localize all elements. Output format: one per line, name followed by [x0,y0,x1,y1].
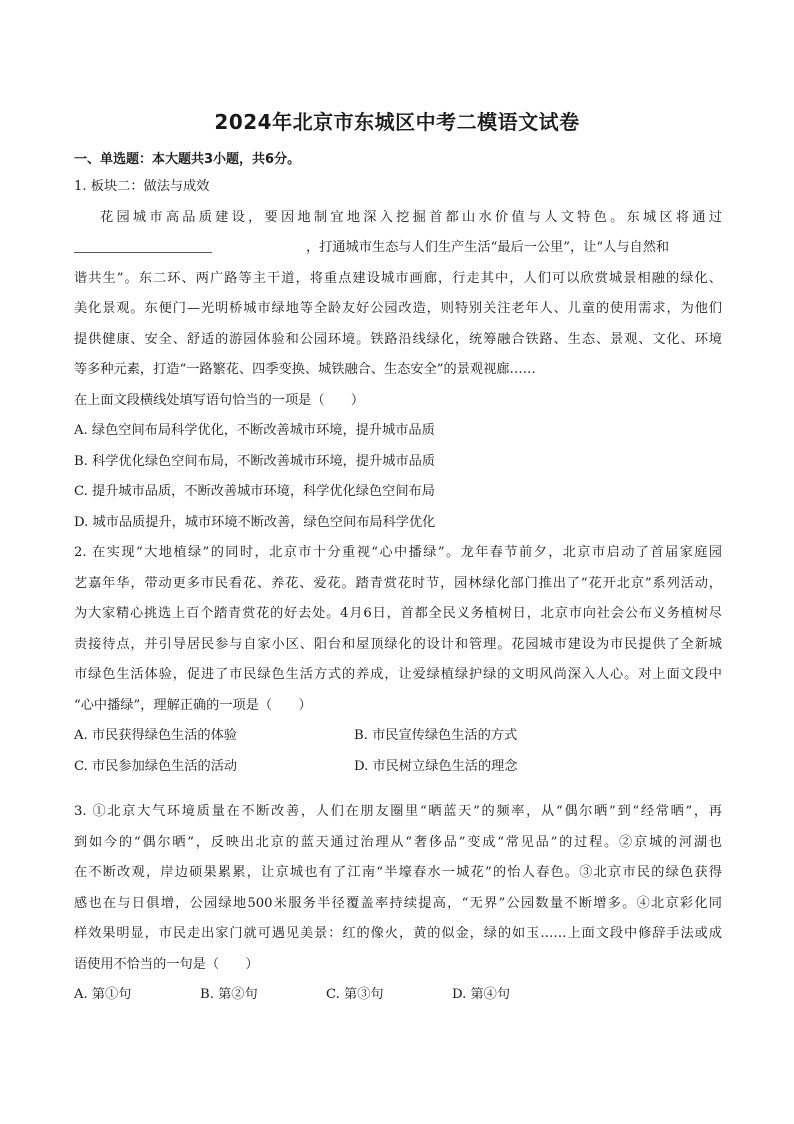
q2-option-b: B. 市民宣传绿色生活的方式 [354,728,518,743]
q3-question: 语使用不恰当的一句是（ ） [74,956,259,972]
q3-passage-line: 在不断改观，岸边硕果累累，让京城也有了江南“半壕春水一城花”的怡人春色。③北京市民的绿色获得 [74,865,722,880]
q2-passage-line: 2. 在实现“大地植绿”的同时，北京市十分重视“心中播绿”。龙年春节前夕，北京市启动了首届家庭园 [74,545,722,560]
q2-passage-line: 为大家精心挑选上百个踏青赏花的好去处。4月6日，首都全民义务植树日，北京市向社会公布义务植树尽 [74,606,722,621]
q2-option-a: A. 市民获得绿色生活的体验 [74,728,237,743]
q2-passage-line: 艺嘉年华，带动更多市民看花、养花、爱花。踏青赏花时节，园林绿化部门推出了“花开北京”系列活动， [74,575,722,591]
q2-option-d: D. 市民树立绿色生活的理念 [354,758,518,774]
question-2 [74,538,722,782]
q1-option-d: D. 城市品质提升，城市环境不断改善，绿色空间布局科学优化 [74,514,436,530]
q3-option-b: B. 第②句 [200,987,258,1002]
q1-option-b: B. 科学优化绿色空间布局，不断改善城市环境，提升城市品质 [74,453,435,469]
section-heading: 一、单选题：本大题共3小题，共6分。 [74,152,301,167]
q2-option-c: C. 市民参加绿色生活的活动 [74,758,238,774]
q1-passage-line-with-blank [74,233,722,264]
q1-passage-text: ，打通城市生态与人们生产生活“最后一公里”，让“人与自然和 [306,240,670,255]
q3-passage-line: 感也在与日俱增，公园绿地500米服务半径覆盖率持续提高，“无界”公园数量不断增多。④北京彩化同 [74,895,722,911]
q1-question: 在上面文段横线处填写语句恰当的一项是（ ） [74,392,365,408]
q3-option-a: A. 第①句 [74,987,132,1002]
q2-question: “心中播绿”，理解正确的一项是（ ） [74,697,312,713]
q1-passage-line: 美化景观。东便门—光明桥城市绿地等全龄友好公园改造，则特别关注老年人、儿童的使用需求，为他们 [74,301,722,316]
q2-passage-line: 市绿色生活体验，促进了市民绿色生活方式的养成，让爱绿植绿护绿的文明风尚深入人心。对上面文段中 [74,667,722,682]
fill-in-blank [74,234,212,253]
q2-passage-line: 责接待点，并引导居民参与自家小区、阳台和屋顶绿化的设计和管理。花园城市建设为市民提供了全新城 [74,636,722,652]
question-3 [74,797,722,1011]
q2-options-row [74,752,722,783]
q1-option-c: C. 提升城市品质，不断改善城市环境，科学优化绿色空间布局 [74,484,435,499]
q1-header: 1. 板块二：做法与成效 [74,179,210,194]
q1-passage-line: 谐共生”。东二环、两广路等主干道，将重点建设城市画廊，行走其中，人们可以欣赏城景相融的绿化、 [74,270,722,286]
q3-passage-line: 样效果明显，市民走出家门就可遇见美景：红的像火，黄的似金，绿的如玉……上面文段中修辞手法或成 [74,926,722,941]
q1-passage-line: 提供健康、安全、舒适的游园体验和公园环境。铁路沿线绿化，统筹融合铁路、生态、景观、文化、环境 [74,331,722,347]
q1-passage-line: 等多种元素，打造“一路繁花、四季变换、城铁融合、生态安全”的景观视廊…… [74,362,536,377]
q1-passage-line: 花园城市高品质建设，要因地制宜地深入挖掘首都山水价值与人文特色。东城区将通过 [100,209,722,225]
question-1 [74,172,722,538]
q3-option-c: C. 第③句 [326,987,384,1002]
page-title: 2024年北京市东城区中考二模语文试卷 [214,110,580,134]
q1-option-a: A. 绿色空间布局科学优化，不断改善城市环境，提升城市品质 [74,423,435,438]
q2-options-row [74,721,722,752]
q3-option-d: D. 第④句 [452,987,511,1002]
q3-options-row [74,980,722,1011]
q3-passage-line: 到如今的“偶尔晒”，反映出北京的蓝天通过治理从“奢侈品”变成“常见品”的过程。②京城的河湖也 [74,834,722,850]
q3-passage-line: 3. ①北京大气环境质量在不断改善，人们在朋友圈里“晒蓝天”的频率，从“偶尔晒”到“经常晒”，再 [74,804,722,819]
